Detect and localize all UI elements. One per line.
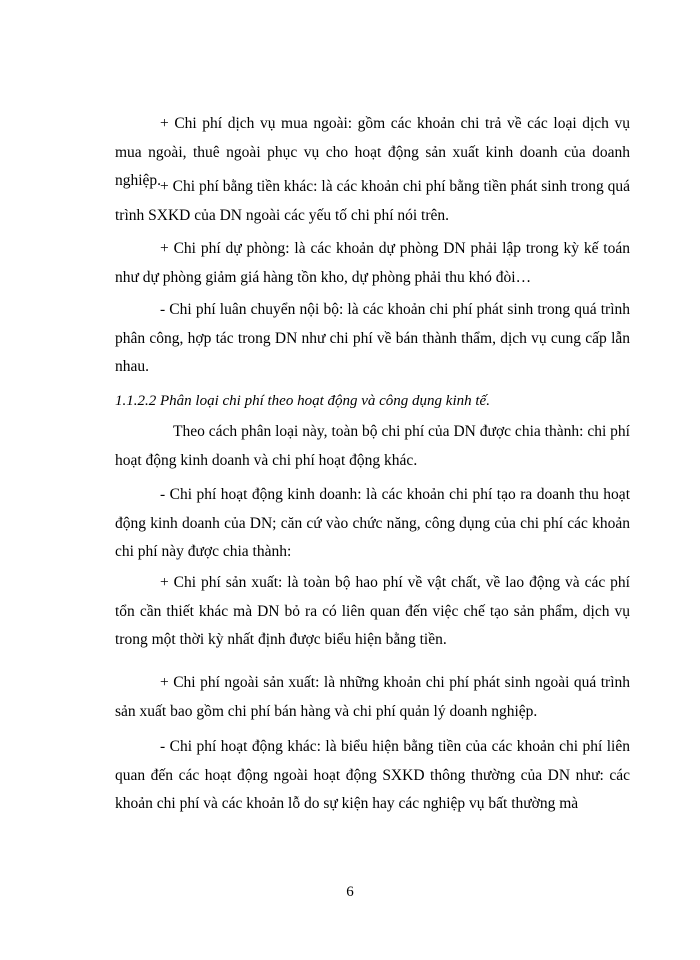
paragraph-purchased-services-cost: + Chi phí dịch vụ mua ngoài: gồm các khoản chi trả về các loại dịch vụ mua ngoài, thuê ngoài phục vụ cho hoạt động sản xuất kinh doanh của doanh nghiệp. [115, 115, 630, 189]
paragraph-provision-cost: + Chi phí dự phòng: là các khoản dự phòng DN phải lập trong kỳ kế toán như dự phòng giảm giá hàng tồn kho, dự phòng phải thu khó đòi… [115, 240, 630, 286]
section-heading: 1.1.2.2 Phân loại chi phí theo hoạt động và công dụng kinh tế. [115, 393, 490, 409]
paragraph-internal-transfer-cost: - Chi phí luân chuyển nội bộ: là các khoản chi phí phát sinh trong quá trình phân công, hợp tác trong DN như chi phí về bán thành thẩm, dịch vụ cung cấp lẫn nhau. [115, 301, 630, 375]
paragraph-production-cost: + Chi phí sản xuất: là toàn bộ hao phí về vật chất, về lao động và các phí tổn cần thiết khác mà DN bỏ ra có liên quan đến việc chế tạo sản phẩm, dịch vụ trong một thời kỳ nhất định được biểu hiện bằng tiền. [115, 574, 630, 648]
paragraph-classification-intro: Theo cách phân loại này, toàn bộ chi phí của DN được chia thành: chi phí hoạt động kinh doanh và chi phí hoạt động khác. [115, 423, 630, 469]
paragraph-non-production-cost: + Chi phí ngoài sản xuất: là những khoản chi phí phát sinh ngoài quá trình sản xuất bao gồm chi phí bán hàng và chi phí quản lý doanh nghiệp. [115, 674, 630, 720]
page-number: 6 [346, 884, 354, 900]
paragraph-business-operating-cost: - Chi phí hoạt động kinh doanh: là các khoản chi phí tạo ra doanh thu hoạt động kinh doanh của DN; căn cứ vào chức năng, công dụng của chi phí các khoản chi phí này được chia thành: [115, 486, 630, 560]
paragraph-other-activity-cost: - Chi phí hoạt động khác: là biểu hiện bằng tiền của các khoản chi phí liên quan đến các hoạt động ngoài hoạt động SXKD thông thường của DN như: các khoản chi phí và các khoản lỗ do sự kiện hay các nghiệp vụ bất thường mà [115, 738, 630, 812]
paragraph-other-cash-cost: + Chi phí bằng tiền khác: là các khoản chi phí bằng tiền phát sinh trong quá trình SXKD của DN ngoài các yếu tố chi phí nói trên. [115, 178, 630, 224]
